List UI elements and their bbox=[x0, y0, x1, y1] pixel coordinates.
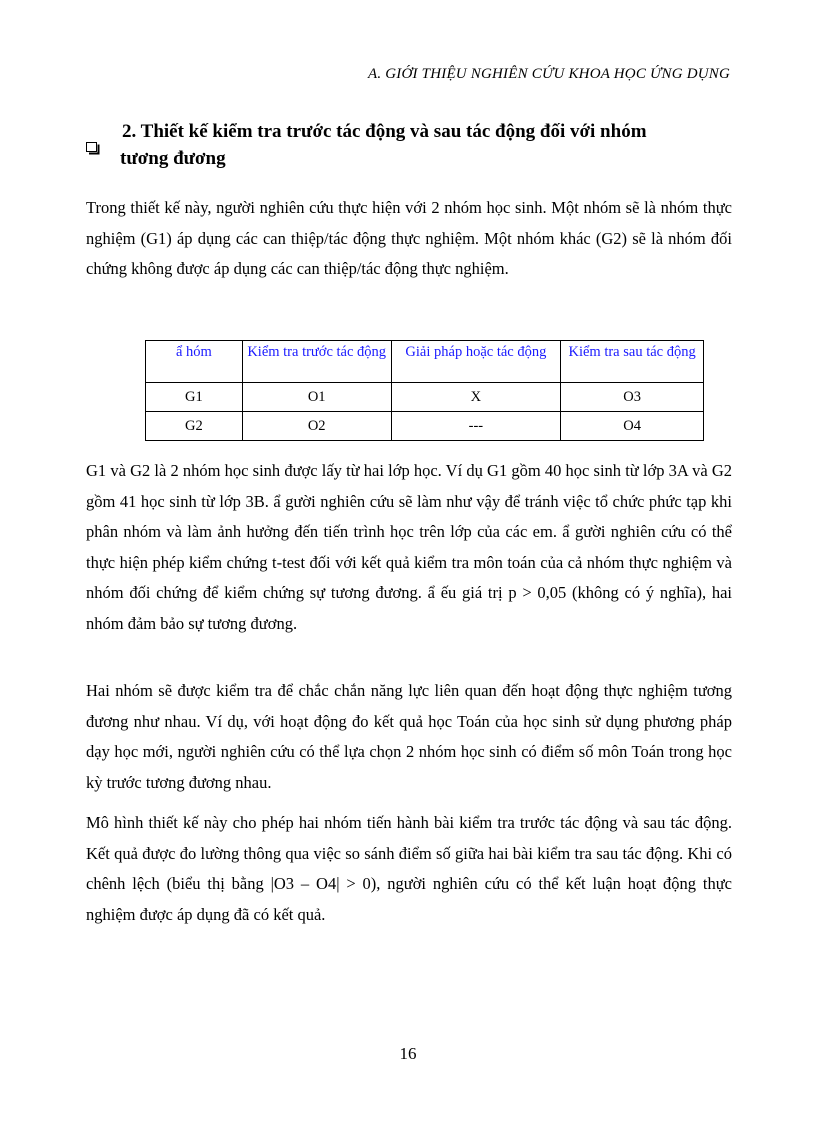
page-number: 16 bbox=[399, 1044, 417, 1063]
table-row bbox=[146, 412, 704, 441]
table-cell: --- bbox=[391, 412, 561, 441]
section-heading bbox=[86, 118, 746, 172]
table-header-cell: Kiểm tra trước tác động bbox=[242, 341, 391, 383]
table-header-cell: ẩ hóm bbox=[146, 341, 243, 383]
table-header-cell: Giải pháp hoặc tác động bbox=[391, 341, 561, 383]
table-cell: G1 bbox=[146, 383, 243, 412]
paragraph-groups: G1 và G2 là 2 nhóm học sinh được lấy từ hai lớp học. Ví dụ G1 gồm 40 học sinh từ lớp 3A và G2 gồm 41 học sinh từ lớp 3B. ẩ gười nghiên cứu sẽ làm như vậy để tránh việc tổ chức phức tạp khi phân nhóm và làm ảnh hưởng đến tiến trình học trên lớp của các em. ẩ gười nghiên cứu có thể thực hiện phép kiểm chứng t-test đối với kết quả kiểm tra môn toán của cả nhóm thực nghiệm và nhóm đối chứng để kiểm chứng sự tương đương. ẩ ếu giá trị p > 0,05 (không có ý nghĩa), hai nhóm đảm bảo sự tương đương. bbox=[86, 461, 732, 633]
paragraph-equivalence: Hai nhóm sẽ được kiểm tra để chắc chắn năng lực liên quan đến hoạt động thực nghiệm tương đương như nhau. Ví dụ, với hoạt động đo kết quả học Toán của học sinh sử dụng phương pháp dạy học mới, người nghiên cứu có thể lựa chọn 2 nhóm học sinh có điểm số môn Toán trong học kỳ trước tương đương nhau. bbox=[86, 681, 732, 792]
table-header-cell: Kiểm tra sau tác động bbox=[561, 341, 704, 383]
table-cell: G2 bbox=[146, 412, 243, 441]
table-cell: X bbox=[391, 383, 561, 412]
table-header-row bbox=[146, 341, 704, 383]
paragraph-intro: Trong thiết kế này, người nghiên cứu thực hiện với 2 nhóm học sinh. Một nhóm sẽ là nhóm thực nghiệm (G1) áp dụng các can thiệp/tác động thực nghiệm. Một nhóm khác (G2) sẽ là nhóm đối chứng không được áp dụng các can thiệp/tác động thực nghiệm. bbox=[86, 198, 732, 278]
running-header: A. GIỚI THIỆU NGHIÊN CỨU KHOA HỌC ỨNG DỤNG bbox=[368, 66, 730, 82]
table-cell: O2 bbox=[242, 412, 391, 441]
section-title-line1: 2. Thiết kế kiểm tra trước tác động và sau tác động đối với nhóm bbox=[122, 121, 647, 142]
table-row bbox=[146, 383, 704, 412]
checkbox-icon bbox=[86, 142, 100, 155]
section-title-line2: tương đương bbox=[120, 148, 226, 169]
table-cell: O3 bbox=[561, 383, 704, 412]
table-cell: O1 bbox=[242, 383, 391, 412]
design-table bbox=[145, 340, 704, 441]
table-cell: O4 bbox=[561, 412, 704, 441]
paragraph-model: Mô hình thiết kế này cho phép hai nhóm tiến hành bài kiểm tra trước tác động và sau tác động. Kết quả được đo lường thông qua việc so sánh điểm số giữa hai bài kiểm tra sau tác động. Khi có chênh lệch (biểu thị bằng |O3 – O4| > 0), người nghiên cứu có thể kết luận hoạt động thực nghiệm được áp dụng đã có kết quả. bbox=[86, 813, 732, 924]
